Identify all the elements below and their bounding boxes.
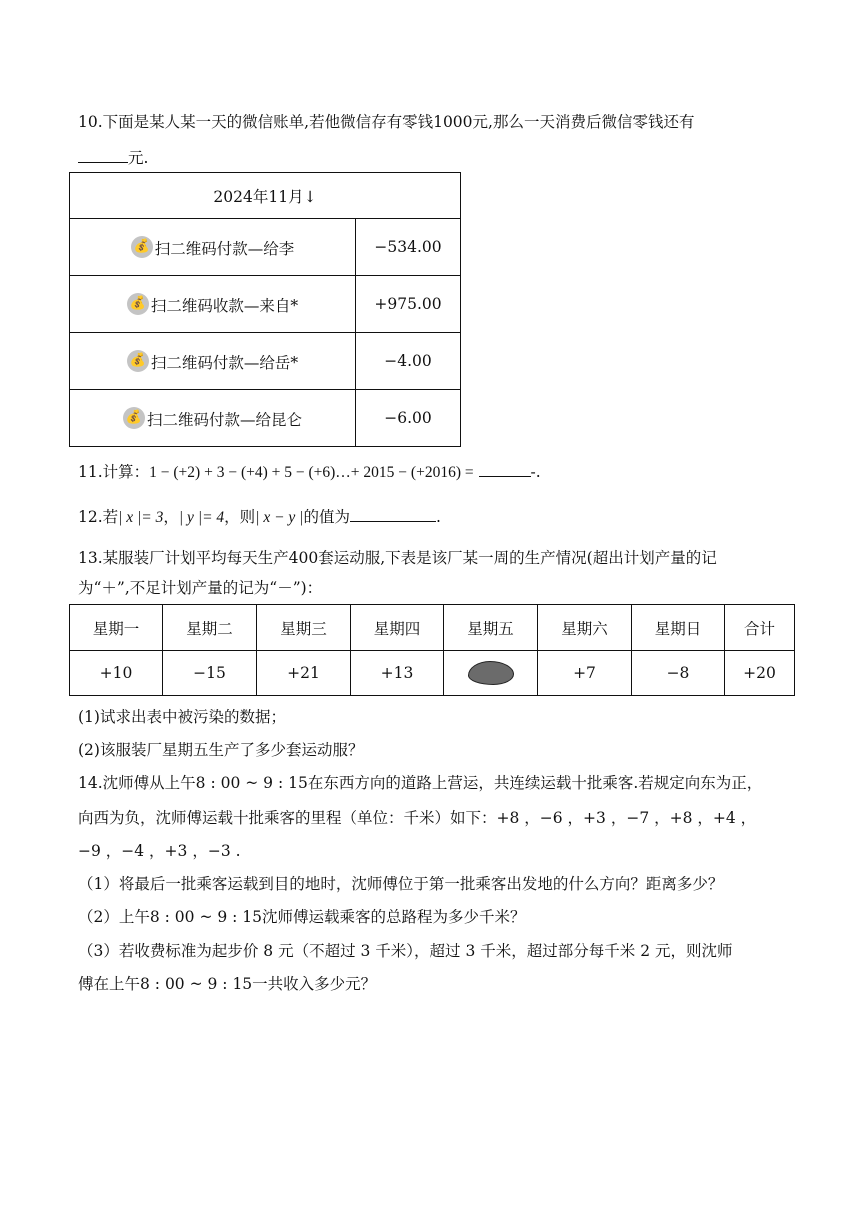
- table-value-cell: +13: [351, 651, 444, 696]
- q12-target: | x − y |: [255, 509, 304, 526]
- bill-row-desc: 💰 扫二维码收款—来自*: [70, 276, 356, 333]
- bill-table-header: 2024年11月↓: [70, 173, 461, 219]
- q12-text: [78, 505, 441, 528]
- q12-sep: ，: [163, 508, 179, 526]
- q13-sub2: (2)该服装厂星期五生产了多少套运动服？: [78, 741, 364, 759]
- q14-text-line2: 向西为负，沈师傅运载十批乘客的里程（单位：千米）如下：+8 ，−6 ，+3 ，−7 ，+8 ，+4 ，: [78, 809, 757, 827]
- table-value-cell: +21: [257, 651, 351, 696]
- q11-suffix: -.: [530, 463, 541, 481]
- money-bag-icon: 💰: [131, 236, 153, 258]
- bill-row-amount: −6.00: [356, 390, 461, 447]
- q12-cond-y: | y |= 4: [178, 509, 225, 526]
- q11-prefix: 11.计算：: [78, 463, 150, 481]
- q14-sub3-line2: 傅在上午8 : 00 ~ 9 : 15一共收入多少元？: [78, 975, 377, 993]
- table-header-cell: 星期日: [632, 605, 725, 651]
- q12-prefix: 12.若: [78, 508, 119, 526]
- table-header-cell: 星期一: [70, 605, 163, 651]
- bill-row-desc: 💰 扫二维码付款—给昆仑: [70, 390, 356, 447]
- q11-expression: 1 − (+2) + 3 − (+4) + 5 − (+6)…+ 2015 − (+2016) =: [149, 464, 474, 481]
- q14-sub1: （1）将最后一批乘客运载到目的地时，沈师傅位于第一批乘客出发地的什么方向？距离多少？: [78, 875, 724, 893]
- q13-text-line1: 13.某服装厂计划平均每天生产400套运动服,下表是该厂某一周的生产情况(超出计划产量的记: [78, 549, 717, 567]
- q10-unit: 元.: [128, 149, 149, 167]
- table-header-cell: 星期六: [538, 605, 632, 651]
- q11-text: [78, 460, 541, 483]
- money-bag-icon: 💰: [127, 350, 149, 372]
- bill-row-amount: −4.00: [356, 333, 461, 390]
- table-value-cell: +10: [70, 651, 163, 696]
- table-header-cell: 星期三: [257, 605, 351, 651]
- bill-row-amount: +975.00: [356, 276, 461, 333]
- q12-cond-x: | x |= 3: [118, 509, 164, 526]
- q12-mid: ，则: [224, 508, 256, 526]
- q10-text-line2: [78, 146, 148, 168]
- q10-text-line1: 10.下面是某人某一天的微信账单,若他微信存有零钱1000元,那么一天消费后微信零钱还有: [78, 113, 695, 131]
- bill-row-desc: 💰 扫二维码付款—给岳*: [70, 333, 356, 390]
- ink-stain-icon: [468, 661, 514, 685]
- money-bag-icon: 💰: [123, 407, 145, 429]
- table-value-cell: +20: [725, 651, 795, 696]
- table-value-cell: −15: [163, 651, 257, 696]
- bill-row-desc: 💰 扫二维码付款—给李: [70, 219, 356, 276]
- q12-after: 的值为: [303, 508, 350, 526]
- answer-blank[interactable]: [350, 505, 436, 522]
- q12-end: .: [435, 508, 441, 526]
- q14-text-line3: −9 ，−4 ，+3 ，−3 .: [78, 842, 241, 860]
- bill-row-amount: −534.00: [356, 219, 461, 276]
- q13-text-line2: 为“＋”,不足计划产量的记为“－”)：: [78, 579, 323, 597]
- table-value-cell-stained: [444, 651, 538, 696]
- answer-blank[interactable]: [479, 460, 531, 477]
- table-header-cell: 星期四: [351, 605, 444, 651]
- q14-text-line1: 14.沈师傅从上午8 : 00 ~ 9 : 15在东西方向的道路上营运，共连续运载十批乘客.若规定向东为正，: [78, 774, 763, 792]
- q13-sub1: (1)试求出表中被污染的数据；: [78, 708, 286, 726]
- answer-blank[interactable]: [78, 146, 128, 163]
- table-header-cell: 合计: [725, 605, 795, 651]
- q14-sub3-line1: （3）若收费标准为起步价 8 元（不超过 3 千米），超过 3 千米，超过部分每千米 2 元，则沈师: [78, 942, 733, 960]
- table-header-cell: 星期二: [163, 605, 257, 651]
- table-value-cell: −8: [632, 651, 725, 696]
- table-header-cell: 星期五: [444, 605, 538, 651]
- money-bag-icon: 💰: [127, 293, 149, 315]
- q14-sub2: （2）上午8 : 00 ~ 9 : 15沈师傅运载乘客的总路程为多少千米？: [78, 908, 526, 926]
- production-table: [69, 604, 795, 696]
- table-value-cell: +7: [538, 651, 632, 696]
- wechat-bill-table: [69, 172, 461, 447]
